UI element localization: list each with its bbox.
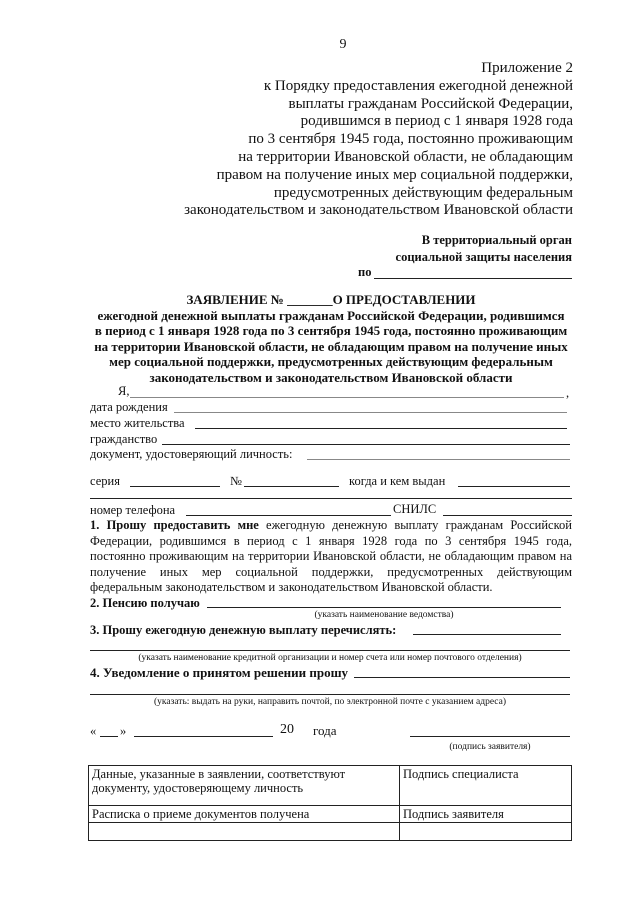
day-field[interactable] xyxy=(100,736,118,737)
close-quote: » xyxy=(120,724,127,738)
phone-field[interactable] xyxy=(186,515,391,516)
signature-hint: (подпись заявителя) xyxy=(449,742,531,752)
appendix-line: к Порядку предоставления ежегодной денежной xyxy=(263,77,573,94)
table-cell: Подпись специалиста xyxy=(400,766,572,806)
number-label: № xyxy=(230,474,242,488)
divider-line xyxy=(90,498,572,499)
table-cell: Расписка о приеме документов получена xyxy=(89,806,400,823)
title-line: мер социальной поддержки, предусмотренных действующим федеральным xyxy=(109,354,553,370)
signature-field[interactable] xyxy=(410,736,570,737)
table-cell[interactable] xyxy=(400,823,572,841)
pension-field[interactable] xyxy=(207,607,561,608)
table-row xyxy=(89,766,572,806)
appendix-line: Приложение 2 xyxy=(481,60,573,76)
title-line: в период с 1 января 1928 года по 3 сентября 1945 года, постоянно проживающим xyxy=(94,323,568,339)
item-1-bold: 1. Прошу предоставить мне xyxy=(90,518,259,532)
open-quote: « xyxy=(90,724,97,738)
notification-field-2[interactable] xyxy=(90,694,570,695)
appendix-line: по 3 сентября 1945 года, постоянно проживающим xyxy=(248,131,573,148)
title-line: на территории Ивановской области, не обладающим правом на получение иных xyxy=(94,338,568,354)
item-1-text: ежегодную денежную выплату гражданам Российской Федерации, родившимся в период с 1 января 1928 года по 3 сентября 1945 года, постоянно проживающим на территории Ивановской области, не обладающим правом на получение иных мер социальной поддержки, предусмотренных действующим федеральным законодательством и законодательством Ивановской области. xyxy=(90,518,572,595)
id-document-label: документ, удостоверяющий личность: xyxy=(90,447,293,461)
table-cell[interactable] xyxy=(89,823,400,841)
citizenship-label: гражданство xyxy=(90,432,158,446)
addressee-po-label: по xyxy=(358,265,372,279)
year-prefix: 20 xyxy=(280,722,294,737)
table-cell: Данные, указанные в заявлении, соответствуют документу, удостоверяющему личность xyxy=(89,766,400,806)
table-cell: Подпись заявителя xyxy=(400,806,572,823)
table-row xyxy=(89,806,572,823)
page-number: 9 xyxy=(339,37,347,52)
application-title xyxy=(80,292,582,386)
series-label: серия xyxy=(90,474,120,488)
addressee-line-1: В территориальный орган xyxy=(421,233,572,247)
snils-field[interactable] xyxy=(443,515,572,516)
office-use-table xyxy=(88,765,572,841)
item-4-hint: (указать: выдать на руки, направить почтой, по электронной почте с указанием адреса) xyxy=(153,697,507,707)
issued-field[interactable] xyxy=(458,486,570,487)
id-document-field[interactable] xyxy=(307,459,570,460)
birth-date-field[interactable] xyxy=(174,412,567,413)
month-field[interactable] xyxy=(134,736,273,737)
item-3-label: 3. Прошу ежегодную денежную выплату перечислять: xyxy=(90,623,397,637)
addressee-field[interactable] xyxy=(374,278,572,279)
appendix-line: законодательством и законодательством Ивановской области xyxy=(184,202,573,219)
citizenship-field[interactable] xyxy=(162,444,570,445)
issued-label: когда и кем выдан xyxy=(349,474,446,488)
notification-field[interactable] xyxy=(354,677,570,678)
payment-field-2[interactable] xyxy=(90,650,570,651)
number-field[interactable] xyxy=(244,486,339,487)
title-line: ежегодной денежной выплаты гражданам Российской Федерации, родившимся xyxy=(97,307,565,323)
residence-field[interactable] xyxy=(195,428,567,429)
series-field[interactable] xyxy=(130,486,220,487)
appendix-header xyxy=(184,60,573,220)
item-2-hint: (указать наименование ведомства) xyxy=(314,610,454,620)
addressee-line-2: социальной защиты населения xyxy=(395,250,572,264)
table-row xyxy=(89,823,572,841)
appendix-line: родившимся в период с 1 января 1928 года xyxy=(300,113,573,130)
appendix-line: выплаты гражданам Российской Федерации, xyxy=(288,95,573,112)
phone-label: номер телефона xyxy=(90,503,176,517)
residence-label: место жительства xyxy=(90,416,185,430)
snils-label: СНИЛС xyxy=(393,502,437,516)
appendix-line: правом на получение иных мер социальной поддержки, xyxy=(216,166,573,183)
birth-date-label: дата рождения xyxy=(90,400,168,414)
year-suffix: года xyxy=(313,723,337,738)
full-name-field[interactable] xyxy=(130,397,564,398)
payment-field[interactable] xyxy=(413,634,561,635)
item-2-label: 2. Пенсию получаю xyxy=(90,596,200,610)
title-line: законодательством и законодательством Ивановской области xyxy=(149,369,513,385)
item-4-label: 4. Уведомление о принятом решении прошу xyxy=(90,665,349,680)
appendix-line: на территории Ивановской области, не обладающим xyxy=(238,148,573,165)
comma: , xyxy=(566,386,570,400)
title-heading: ЗАЯВЛЕНИЕ № _______О ПРЕДОСТАВЛЕНИИ xyxy=(186,292,476,307)
appendix-line: предусмотренных действующим федеральным xyxy=(273,184,573,201)
item-3-hint: (указать наименование кредитной организации и номер счета или номер почтового отделения) xyxy=(138,653,522,663)
ya-label: Я, xyxy=(118,384,130,398)
item-1-paragraph xyxy=(90,518,572,596)
